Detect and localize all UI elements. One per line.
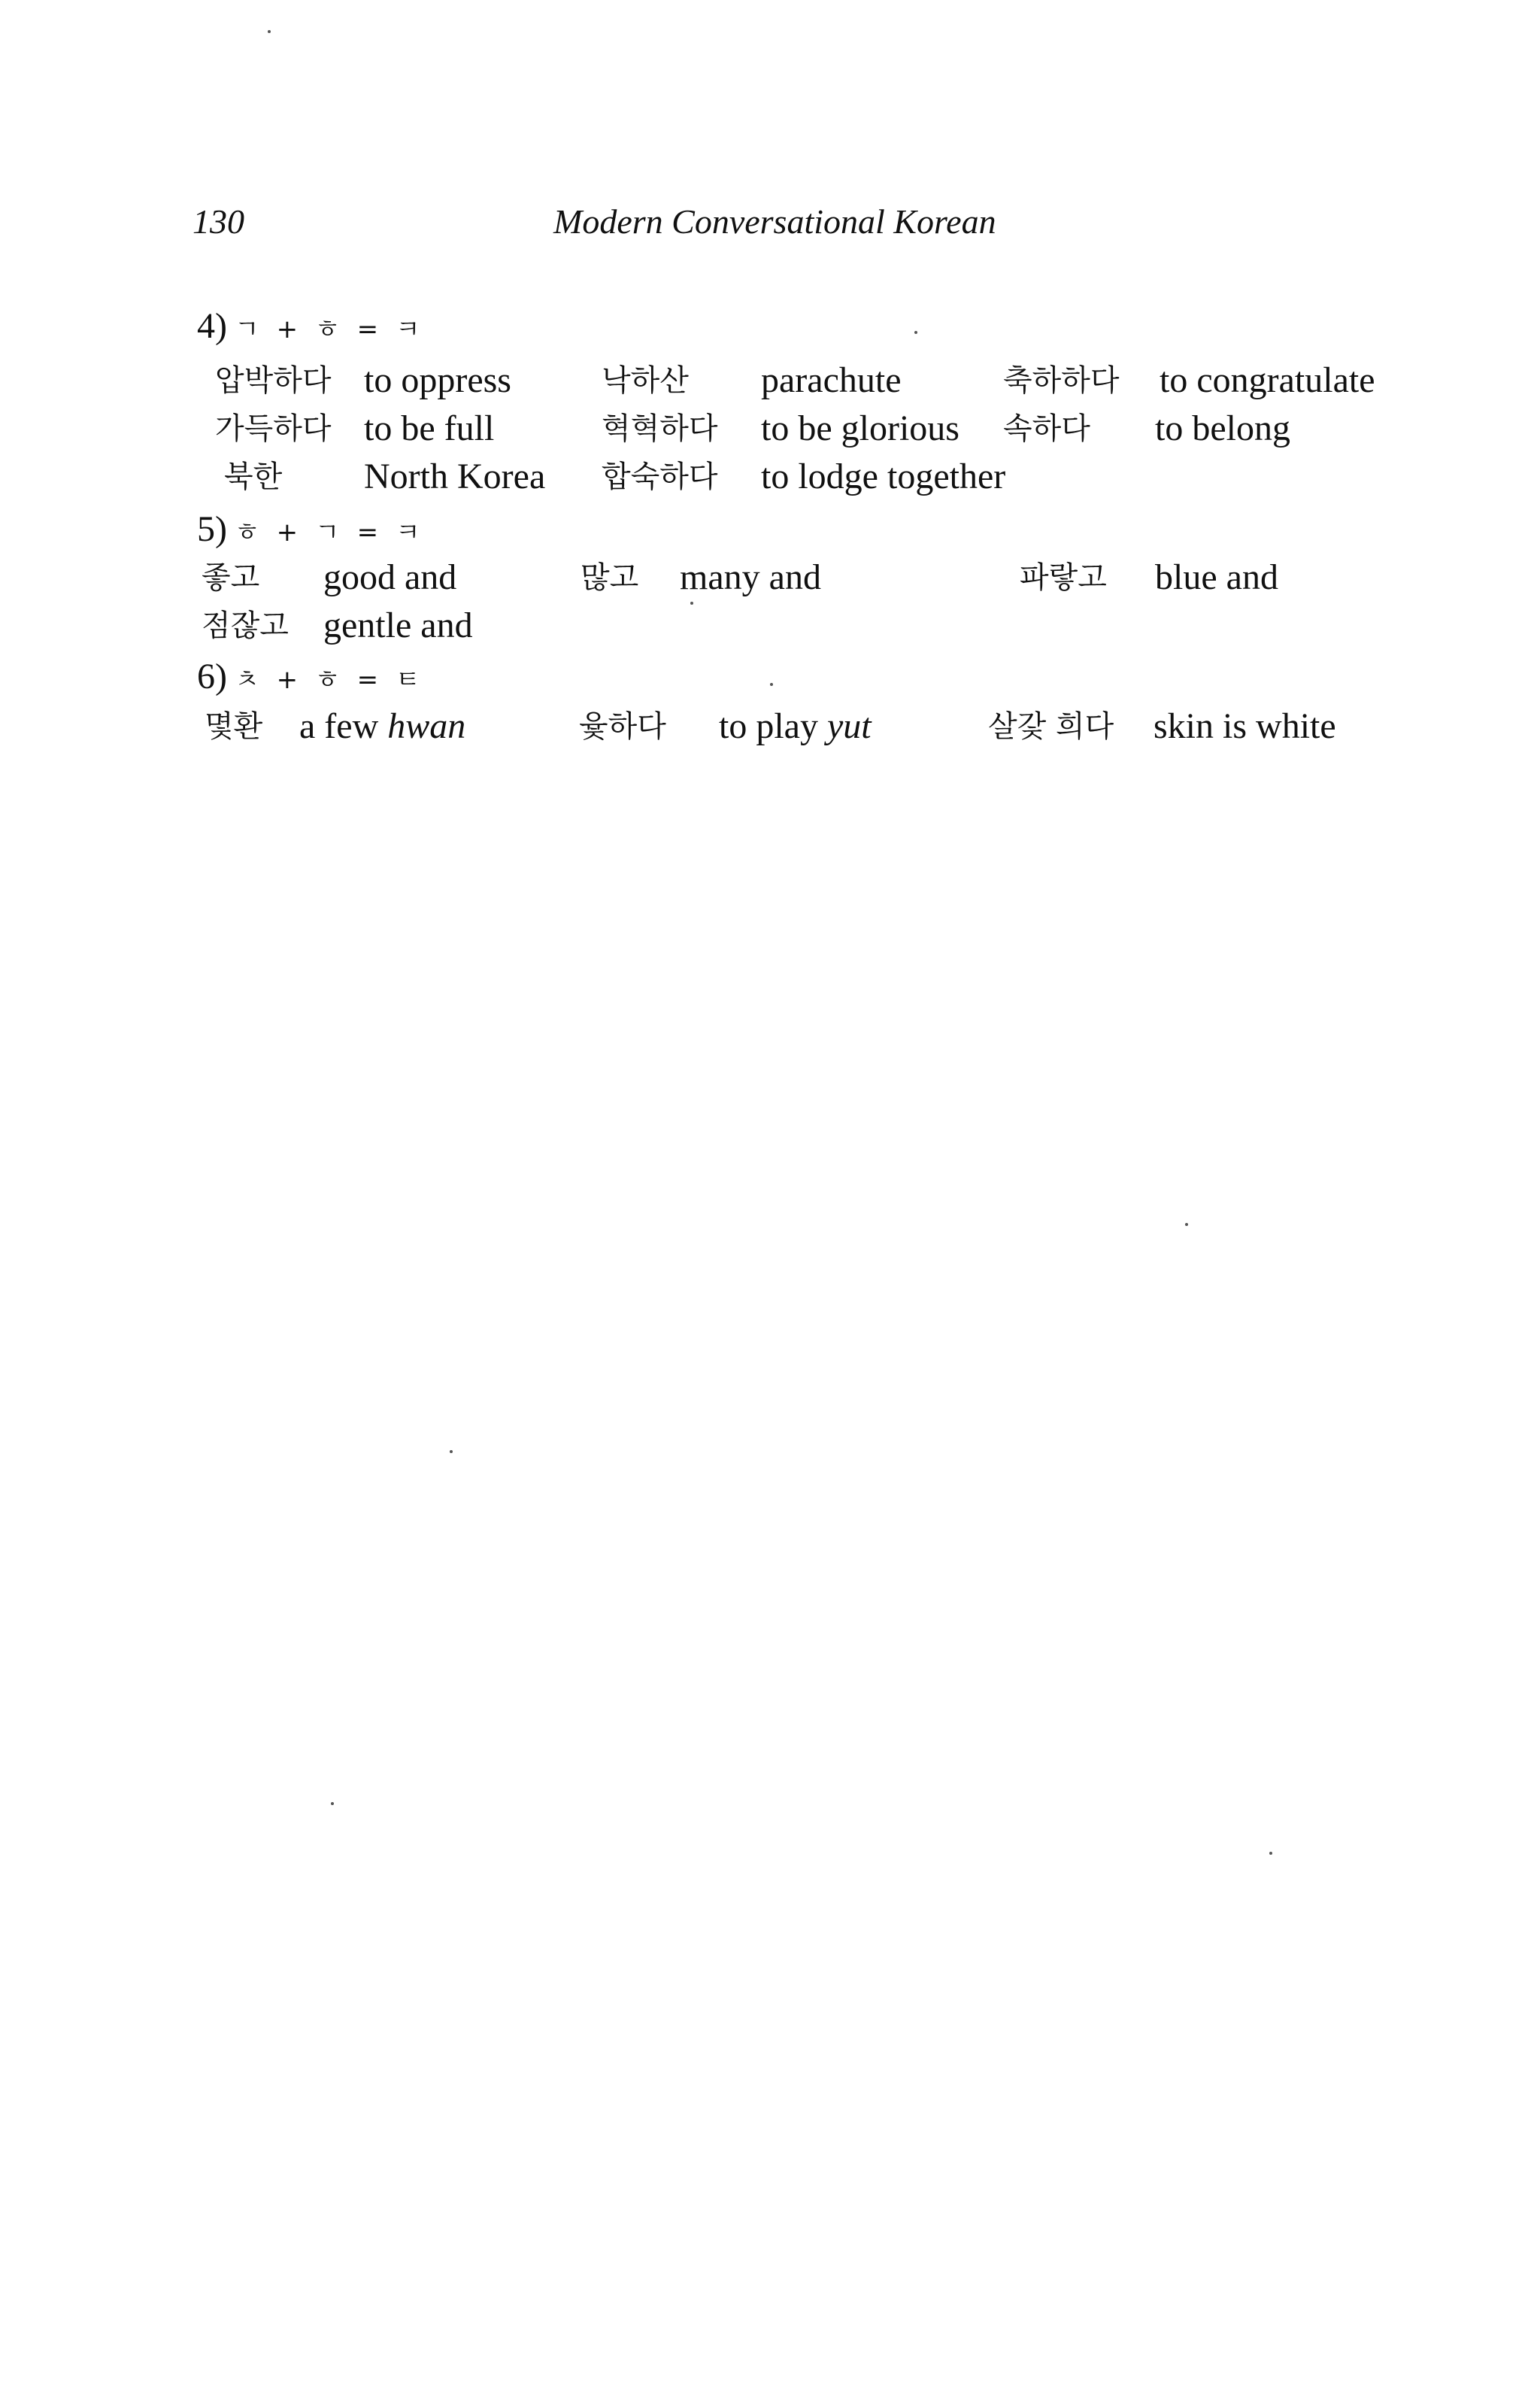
scan-speck — [268, 30, 271, 33]
english-gloss: skin is white — [1153, 706, 1336, 746]
english-gloss: blue and — [1155, 557, 1278, 597]
korean-word: 살갗 희다 — [988, 709, 1114, 744]
section-heading — [197, 511, 425, 548]
section-formula: ㅊ + ㅎ = ㅌ — [234, 665, 425, 695]
english-gloss: parachute — [761, 360, 902, 400]
scan-speck — [331, 1802, 334, 1805]
section-formula: ㄱ + ㅎ = ㅋ — [234, 314, 425, 344]
korean-word: 합숙하다 — [602, 460, 718, 494]
section-label: 5) — [197, 509, 227, 549]
scan-speck — [914, 331, 917, 334]
scan-speck — [770, 683, 773, 686]
english-gloss: good and — [323, 557, 457, 597]
section-heading — [197, 659, 425, 695]
english-gloss: a few hwan — [299, 706, 466, 746]
section-formula: ㅎ + ㄱ = ㅋ — [234, 517, 425, 548]
korean-word: 가득하다 — [215, 411, 332, 446]
korean-word: 좋고 — [202, 560, 260, 595]
section-label: 6) — [197, 657, 227, 696]
korean-word: 낙하산 — [602, 363, 689, 398]
english-gloss: North Korea — [364, 457, 546, 496]
scan-speck — [1269, 1852, 1272, 1855]
english-gloss: gentle and — [323, 605, 473, 645]
korean-word: 축하하다 — [1003, 363, 1120, 398]
korean-word: 몇환 — [205, 709, 263, 744]
english-gloss: many and — [680, 557, 821, 597]
korean-word: 속하다 — [1003, 411, 1090, 446]
korean-word: 점잖고 — [202, 608, 289, 643]
page-number: 130 — [192, 202, 244, 241]
english-gloss: to oppress — [364, 360, 511, 400]
korean-word: 북한 — [224, 460, 283, 494]
korean-word: 많고 — [581, 560, 639, 595]
scan-speck — [1185, 1223, 1188, 1226]
english-gloss: to be full — [364, 408, 495, 448]
korean-word: 파랗고 — [1020, 560, 1107, 595]
scan-speck — [450, 1450, 453, 1453]
korean-word: 혁혁하다 — [602, 411, 718, 446]
scan-speck — [690, 602, 693, 605]
korean-word: 압박하다 — [215, 363, 332, 398]
book-title: Modern Conversational Korean — [553, 202, 996, 241]
section-heading — [197, 308, 425, 344]
english-gloss: to be glorious — [761, 408, 959, 448]
section-label: 4) — [197, 306, 227, 346]
korean-word: 윷하다 — [579, 709, 666, 744]
english-gloss: to belong — [1155, 408, 1290, 448]
english-gloss: to lodge together — [761, 457, 1006, 496]
english-gloss: to play yut — [719, 706, 872, 746]
english-gloss: to congratulate — [1160, 360, 1375, 400]
